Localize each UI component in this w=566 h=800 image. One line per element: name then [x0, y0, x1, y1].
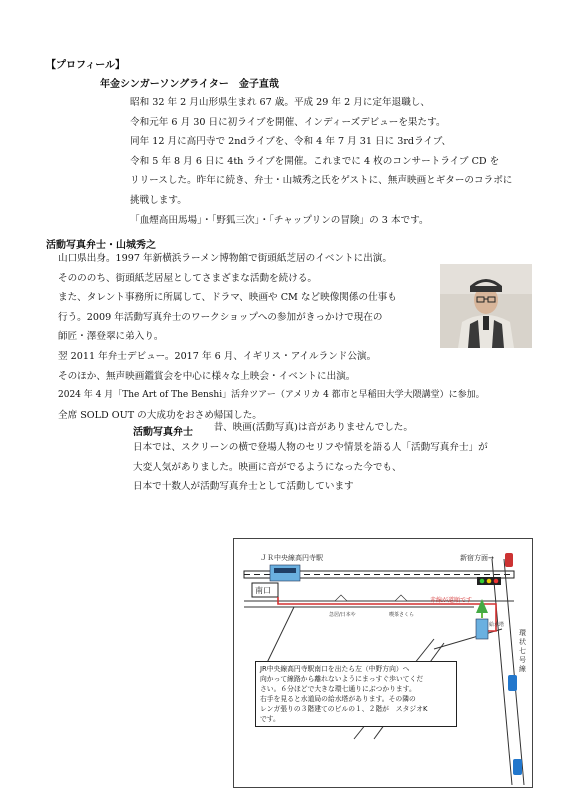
map-direction-line: さい。６分ほどで大きな環七通りにぶつかります。	[260, 685, 416, 693]
profile-heading: 【プロフィール】	[46, 60, 125, 71]
about-line: 日本で十数人が活動写真弁士として活動しています	[133, 481, 354, 493]
map-direction-line: です。	[260, 715, 280, 723]
benshi-body	[46, 249, 485, 425]
benshi-heading: 活動写真弁士・山城秀之	[46, 240, 156, 251]
profile-line: 令和元年 6 月 30 日に初ライブを開催、インディーズデビューを果たす。	[130, 116, 446, 128]
about-heading: 活動写真弁士	[133, 427, 193, 438]
benshi-line: そのほか、無声映画鑑賞会を中心に様々な上映会・イベントに出演。	[58, 370, 356, 382]
map-road-label: 環状七号線	[519, 629, 526, 673]
profile-body	[130, 93, 512, 230]
profile-line: 挑戦します。	[130, 194, 187, 206]
profile-line: リリースした。昨年に続き、弁士・山城秀之氏をゲストに、無声映画とギターのコラボに	[130, 175, 513, 187]
profile-line: 「血煙高田馬場」・「野狐三次」・「チャップリンの冒険」の 3 本です。	[130, 214, 429, 226]
portrait-photo	[440, 264, 532, 348]
map-station-label: ＪＲ中央線高円寺駅	[260, 554, 323, 562]
map-direction-label: 新宿方面→	[460, 554, 494, 562]
map-small-label: 急居/日本や	[329, 612, 356, 618]
map-directions	[255, 661, 457, 727]
benshi-line: 行う。2009 年活動写真弁士のワークショップへの参加がきっかけで現在の	[58, 311, 383, 323]
access-map	[233, 538, 533, 788]
map-direction-line: レンガ張りの３階建てのビルの１、２階が スタジオK	[260, 705, 428, 713]
map-small-label: 喫茶さくら	[389, 612, 415, 618]
benshi-line: 翌 2011 年弁士デビュー。2017 年 6 月、イギリス・アイルランド公演。	[58, 350, 377, 362]
profile-subheading: 年金シンガーソングライター 金子直哉	[100, 79, 279, 90]
profile-line: 昭和 32 年 2 月山形県生まれ 67 歳。平成 29 年 2 月に定年退職し、	[130, 97, 430, 108]
profile-line: 同年 12 月に高円寺で 2ndライブを、令和 4 年 7 月 31 日に 3rdライブ、	[130, 136, 452, 148]
benshi-line: 2024 年 4 月「The Art of The Benshi」活弁ツアー（アメリカ 4 都市と早稲田大学大隈講堂）に参加。	[58, 390, 485, 401]
map-route-note: 赤線が道順です	[430, 597, 473, 604]
map-direction-line: 右手を見ると水道局の給水塔があります。その隣の	[260, 695, 416, 703]
benshi-line: また、タレント事務所に所属して、ドラマ、映画や CM など映像関係の仕事も	[58, 292, 397, 304]
benshi-line: そのののち、街頭紙芝居屋としてさまざまな活動を続ける。	[58, 272, 318, 284]
about-body	[133, 438, 488, 497]
profile-line: 令和 5 年 8 月 6 日に 4th ライブを開催。これまでに 4 枚のコンサートライブ CD を	[130, 155, 500, 167]
map-exit-label: 南口	[255, 586, 271, 595]
map-direction-line: 向かって線路から離れないようにまっすぐ歩いてくだ	[260, 675, 424, 683]
benshi-line: 師匠・澤登翠に弟入り。	[58, 331, 164, 343]
map-direction-line: JR中央線高円寺駅南口を出たら左（中野方向）へ	[260, 665, 410, 673]
benshi-line: 全席 SOLD OUT の大成功をおさめ帰国した。	[58, 409, 262, 421]
about-first-line: 昔、映画(活動写真)は音がありませんでした。	[204, 422, 413, 433]
map-small-label: 給水塔	[489, 622, 505, 628]
benshi-line: 山口県出身。1997 年新横浜ラーメン博物館で街頭紙芝居のイベントに出演。	[58, 253, 392, 264]
about-line: 日本では、スクリーンの横で登場人物のセリフや情景を語る人「活動写真弁士」が	[133, 442, 488, 453]
about-line: 大変人気がありました。映画に音がでるようになった今でも、	[133, 461, 402, 473]
